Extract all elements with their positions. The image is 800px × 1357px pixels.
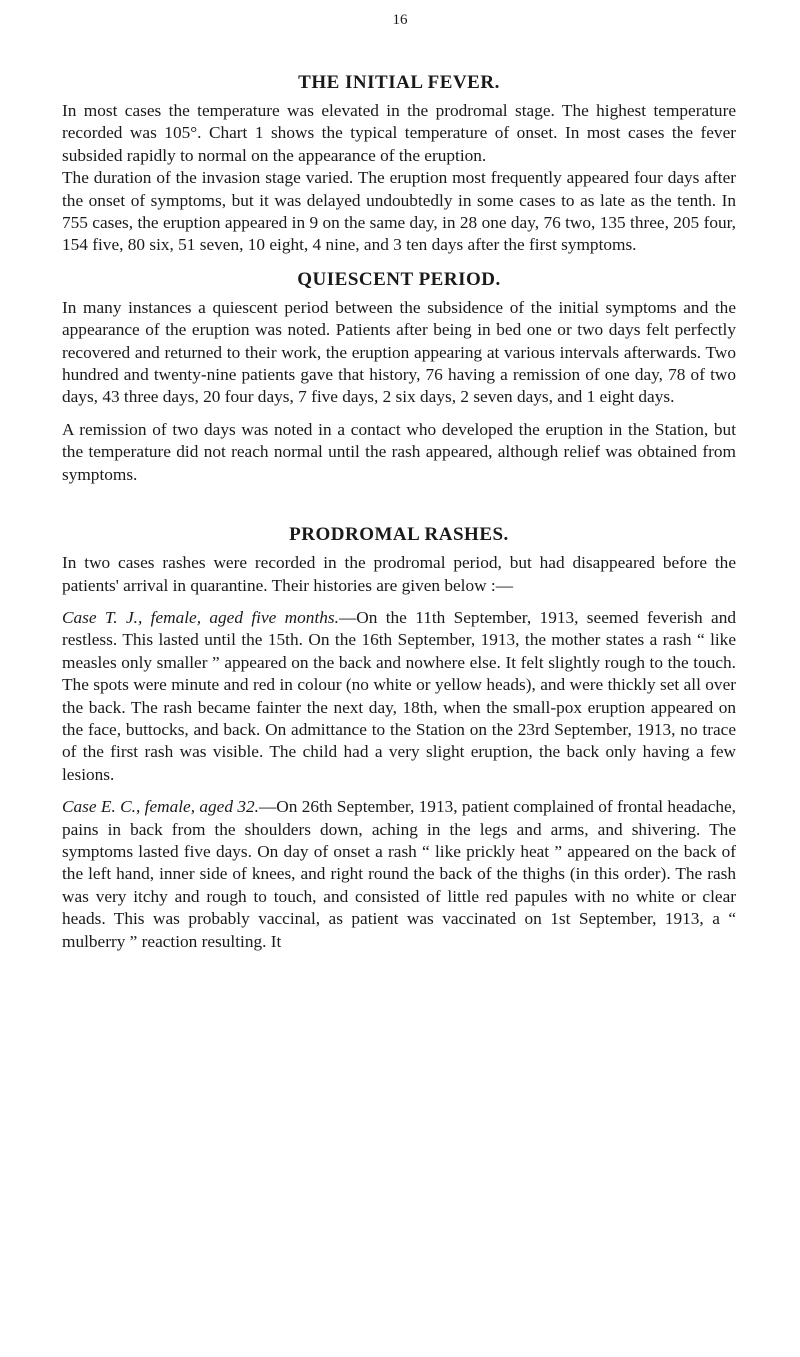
paragraph-fever-2: The duration of the invasion stage varied. The eruption most frequently appeared four days after the onset of symptoms, but it was delayed undoubtedly in some cases to as late as the tenth. In 755 cases, the eruption appeared in 9 on the same day, in 28 one day, 76 two, 135 three, 205 four, 154 five, 80 six, 51 seven, 10 eight, 4 nine, and 3 ten days after the first symptoms. — [62, 168, 736, 255]
case-t-j — [62, 607, 736, 786]
case-label: Case E. C., female, aged 32. — [62, 797, 259, 817]
case-text: —On 26th September, 1913, patient complained of frontal headache, pains in back from the shoulders down, aching in the legs and arms, and shivering. The symptoms lasted five days. On day of onset a rash “ like prickly heat ” appeared on the back of the left hand, inner side of knees, and right round the back of the thighs (in this order). The rash was very itchy and rough to touch, and consisted of little red papules with no white or clear heads. This was probably vaccinal, as patient was vaccinated on 1st September, 1913, a “ mulberry ” reaction resulting. It — [62, 797, 736, 951]
case-e-c — [62, 796, 736, 953]
paragraph-fever-1: In most cases the temperature was elevated in the prodromal stage. The highest temperature recorded was 105°. Chart 1 shows the typical temperature of onset. In most cases the fever subsided rapidly to normal on the appearance of the eruption. — [62, 101, 736, 165]
heading-initial-fever: THE INITIAL FEVER. — [298, 72, 500, 93]
paragraph-quiescent-2: A remission of two days was noted in a contact who developed the eruption in the Station, but the temperature did not reach normal until the rash appeared, although relief was obtained from symptoms. — [62, 419, 736, 484]
heading-prodromal-rashes: PRODROMAL RASHES. — [289, 524, 509, 546]
case-text: —On the 11th September, 1913, seemed feverish and restless. This lasted until the 15th. On the 16th September, 1913, the mother states a rash “ like measles only smaller ” appeared on the back and nowhere else. It felt slightly rough to the touch. The spots were minute and red in colour (no white or yellow heads), and were thickly set all over the back. The rash became fainter the next day, 18th, when the small-pox eruption appeared on the face, buttocks, and back. On admittance to the Station on the 23rd September, 1913, no trace of the first rash was visible. The child had a very slight eruption, the back only having a few lesions. — [62, 607, 736, 784]
paragraph-prodromal-intro: In two cases rashes were recorded in the prodromal period, but had disappeared before the patients' arrival in quarantine. Their histories are given below :— — [62, 553, 736, 595]
heading-quiescent-period: QUIESCENT PERIOD. — [297, 268, 501, 290]
case-label: Case T. J., female, aged five months. — [62, 607, 339, 627]
page-number: 16 — [392, 12, 408, 28]
paragraph-quiescent-1: In many instances a quiescent period between the subsidence of the initial symptoms and the appearance of the eruption was noted. Patients after being in bed one or two days felt perfectly recovered and returned to their work, the eruption appearing at various intervals afterwards. Two hundred and twenty-nine patients gave that history, 76 having a remission of one day, 78 of two days, 43 three days, 20 four days, 7 five days, 2 six days, 2 seven days, and 1 eight days. — [62, 297, 736, 407]
